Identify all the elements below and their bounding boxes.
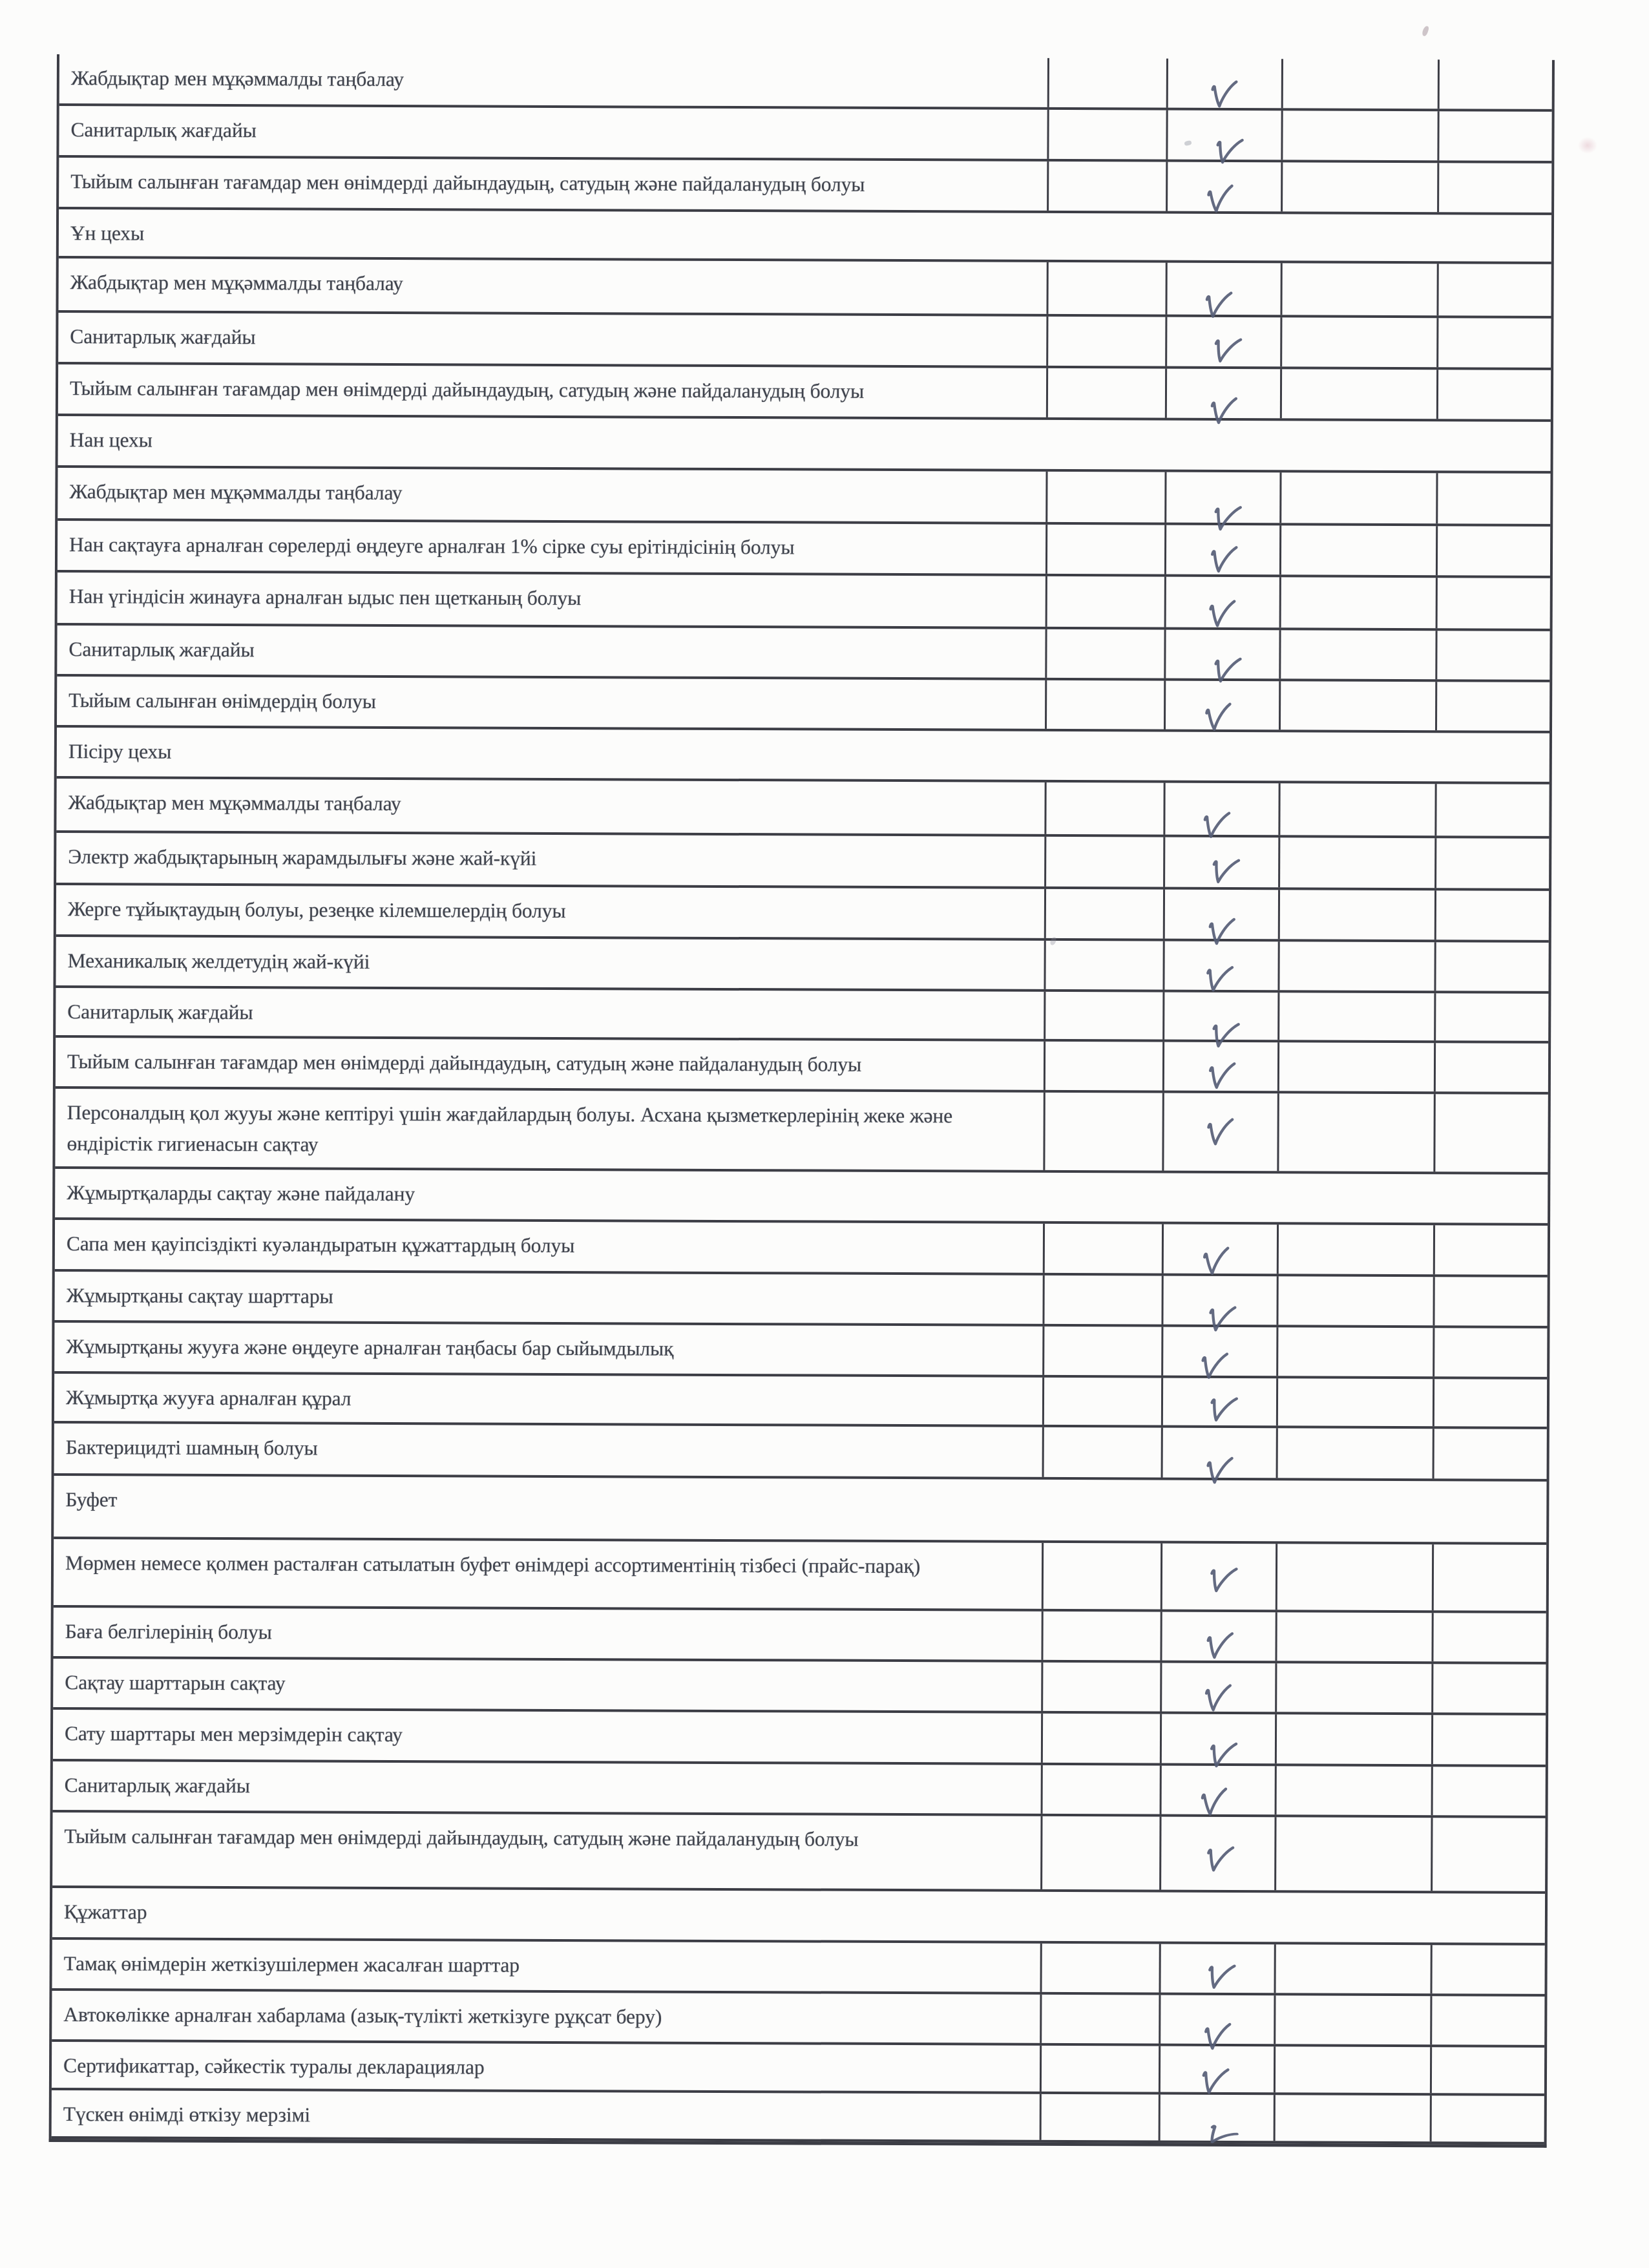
criterion-label-cell [58, 313, 1046, 366]
empty-cell [1279, 577, 1436, 628]
empty-cell [1041, 1765, 1160, 1814]
empty-cell [1274, 1944, 1430, 1993]
empty-cell [1046, 262, 1165, 315]
table-row [58, 364, 1551, 422]
empty-cell [1043, 1224, 1162, 1274]
empty-cell [1436, 578, 1550, 629]
empty-cell [1278, 783, 1434, 835]
check-cell [1159, 1817, 1274, 1891]
table-row [56, 988, 1548, 1044]
empty-cell [1433, 1094, 1548, 1172]
checkmark-icon [1201, 1841, 1239, 1880]
table-row [54, 1272, 1547, 1328]
criterion-label: Тыйым салынған тағамдар мен өнімдерді дайындаудың, сатудың және пайдаланудың болуы [64, 1825, 859, 1851]
empty-cell [1433, 1379, 1547, 1427]
criterion-label: Электр жабдықтарының жарамдылығы және жай-күйі [68, 845, 537, 870]
section-label-cell [52, 1888, 1545, 1943]
empty-cell [1046, 368, 1165, 418]
empty-cell [1280, 369, 1436, 419]
table-row [59, 54, 1552, 112]
table-row [52, 1991, 1544, 2048]
table-row [54, 1539, 1546, 1613]
criterion-label: Бактерицидті шамның болуы [65, 1436, 318, 1460]
empty-cell [1274, 2095, 1430, 2141]
check-cell [1161, 1378, 1276, 1426]
empty-cell [1044, 782, 1163, 835]
table-row [53, 1761, 1546, 1818]
empty-cell [1434, 784, 1549, 836]
empty-cell [1430, 2047, 1544, 2094]
section-label-cell [57, 728, 1549, 782]
section-label-cell [55, 1169, 1548, 1223]
empty-cell [1280, 317, 1436, 367]
check-cell [1165, 317, 1280, 367]
checkmark-icon [1203, 1562, 1243, 1602]
criterion-label-cell [53, 1761, 1041, 1814]
empty-cell [1431, 1613, 1546, 1662]
empty-cell [1436, 318, 1551, 368]
check-cell [1160, 1663, 1275, 1712]
empty-cell [1277, 1042, 1434, 1091]
criterion-label-cell [52, 1991, 1040, 2043]
empty-cell [1277, 1093, 1433, 1171]
checkmark-icon [1202, 1115, 1240, 1154]
criterion-label-cell [52, 1940, 1040, 1992]
check-cell [1162, 1042, 1277, 1091]
check-cell [1166, 110, 1281, 160]
check-cell [1164, 630, 1279, 679]
criterion-label: Тыйым салынған тағамдар мен өнімдерді дайындаудың, сатудың және пайдаланудың болуы [70, 170, 865, 196]
criterion-label: Жабдықтар мен мұқәммалды таңбалау [70, 271, 403, 295]
section-row [58, 416, 1551, 474]
check-cell [1160, 1612, 1275, 1661]
check-cell [1159, 2095, 1274, 2141]
empty-cell [1274, 1995, 1430, 2044]
check-cell [1162, 1093, 1277, 1171]
empty-cell [1040, 1816, 1159, 1890]
check-cell [1161, 1276, 1276, 1325]
criterion-label-cell [54, 1272, 1042, 1324]
criterion-label: Жерге тұйықтаудың болуы, резеңке кілемшелердің болуы [67, 898, 566, 923]
empty-cell [1041, 1612, 1160, 1661]
criterion-label-cell [58, 364, 1046, 417]
criterion-label: Нан үгіндісін жинауға арналған ыдыс пен щетканың болуы [68, 585, 582, 610]
check-cell [1162, 941, 1277, 991]
table-row [56, 937, 1548, 994]
criterion-label-cell [56, 779, 1044, 834]
empty-cell [1041, 1663, 1160, 1712]
empty-cell [1430, 1945, 1544, 1994]
criterion-label-cell [59, 158, 1047, 211]
empty-cell [1435, 631, 1549, 680]
check-cell [1166, 59, 1281, 109]
table-row [52, 1812, 1545, 1894]
table-row [58, 572, 1550, 631]
empty-cell [1431, 1715, 1546, 1765]
empty-cell [1046, 317, 1165, 366]
table-row [57, 625, 1549, 682]
criterion-label: Персоналдың қол жууы және кептіруі үшін жағдайлардың болуы. Асхана қызметкерлерінің жеке және өндірістік гигиенасын сақтау [67, 1101, 953, 1156]
section-row [59, 209, 1551, 264]
empty-cell [1275, 1612, 1431, 1661]
empty-cell [1042, 1276, 1161, 1325]
empty-cell [1279, 630, 1435, 679]
criterion-label: Тыйым салынған тағамдар мен өнімдерді дайындаудың, сатудың және пайдаланудың болуы [67, 1050, 862, 1076]
empty-cell [1042, 1327, 1161, 1376]
criterion-label-cell [52, 2042, 1040, 2092]
empty-cell [1276, 1428, 1433, 1478]
check-cell [1163, 837, 1278, 888]
table-row [54, 1423, 1547, 1482]
empty-cell [1436, 264, 1551, 316]
section-row [55, 1169, 1548, 1226]
empty-cell [1276, 1544, 1432, 1610]
section-label-cell [58, 416, 1551, 471]
table-row [54, 1323, 1547, 1380]
check-cell [1159, 1944, 1274, 1993]
table-row [59, 106, 1551, 163]
empty-cell [1041, 1714, 1160, 1763]
checkmark-icon [1201, 1958, 1241, 1999]
check-cell [1164, 525, 1279, 575]
empty-cell [1275, 1714, 1431, 1764]
criterion-label-cell [56, 937, 1044, 989]
criterion-label-cell [59, 106, 1047, 159]
section-row [52, 1888, 1545, 1946]
check-cell [1166, 162, 1281, 212]
criterion-label-cell [56, 1038, 1044, 1090]
empty-cell [1437, 111, 1551, 161]
table-row [54, 1374, 1547, 1429]
empty-cell [1278, 890, 1434, 940]
empty-cell [1438, 59, 1552, 109]
check-cell [1163, 890, 1278, 940]
section-row [54, 1476, 1546, 1545]
table-row [58, 258, 1551, 319]
scan-speck [1578, 137, 1597, 154]
empty-cell [1433, 1277, 1547, 1326]
criterion-label-cell [54, 1374, 1042, 1425]
empty-cell [1280, 263, 1436, 315]
criterion-label: Сертификаттар, сәйкестік туралы декларациялар [63, 2054, 485, 2079]
criterion-label-cell [59, 54, 1047, 107]
empty-cell [1434, 838, 1549, 888]
table-row [58, 313, 1551, 370]
check-cell [1160, 1714, 1275, 1764]
table-row [56, 885, 1549, 943]
empty-cell [1434, 890, 1549, 940]
checkmark-icon [1203, 1391, 1243, 1432]
criterion-label-cell [52, 2090, 1040, 2140]
checkmark-icon [1205, 852, 1245, 894]
empty-cell [1430, 2095, 1544, 2142]
criterion-label: Нан сақтауға арналған сөрелерді өңдеуге арналған 1% сірке суы ерітіндісінің болуы [69, 533, 795, 559]
criterion-label: Сату шарттары мен мерзімдерін сақтау [64, 1722, 403, 1747]
criterion-label: Жұмыртқаны жууға және өңдеуге арналған таңбасы бар сыйымдылық [66, 1335, 674, 1360]
empty-cell [1044, 941, 1162, 990]
empty-cell [1042, 1427, 1161, 1478]
criterion-label-cell [56, 885, 1044, 938]
criterion-label-cell [54, 1323, 1042, 1375]
empty-cell [1433, 1225, 1548, 1275]
empty-cell [1277, 941, 1434, 991]
empty-cell [1045, 680, 1164, 730]
check-cell [1163, 783, 1278, 835]
table-row [55, 1220, 1548, 1277]
empty-cell [1275, 1766, 1431, 1815]
criterion-label-cell [52, 1812, 1040, 1889]
table-row [52, 1940, 1544, 1997]
empty-cell [1276, 1378, 1433, 1426]
empty-cell [1044, 992, 1162, 1040]
empty-cell [1434, 1043, 1548, 1092]
empty-cell [1276, 1276, 1433, 1325]
empty-cell [1431, 1818, 1545, 1891]
table-row [53, 1659, 1546, 1716]
check-cell [1162, 992, 1277, 1040]
table-row [57, 677, 1549, 733]
criterion-label-cell [55, 1089, 1043, 1170]
checkmark-icon [1207, 331, 1247, 373]
check-cell [1161, 1428, 1276, 1478]
check-cell [1161, 1327, 1276, 1376]
table-row [56, 779, 1549, 839]
criterion-label-cell [57, 677, 1045, 729]
criterion-label-cell [58, 572, 1045, 627]
table-row [56, 833, 1549, 891]
empty-cell [1433, 1429, 1547, 1479]
empty-cell [1430, 1996, 1544, 2045]
empty-cell [1279, 681, 1435, 730]
table-row [53, 1710, 1546, 1767]
section-label: Пісіру цехы [68, 740, 172, 763]
empty-cell [1045, 629, 1164, 678]
empty-cell [1276, 1327, 1433, 1376]
criterion-label: Мөрмен немесе қолмен расталған сатылатын буфет өнімдері ассортиментінің тізбесі (прайс-парақ) [65, 1551, 921, 1578]
empty-cell [1277, 1224, 1433, 1274]
empty-cell [1434, 993, 1548, 1041]
table-row [52, 2090, 1544, 2145]
criterion-label-cell [56, 988, 1044, 1039]
table-row [56, 1038, 1548, 1095]
criterion-label: Санитарлық жағдайы [70, 118, 257, 142]
criterion-label: Тамақ өнімдерін жеткізушілермен жасалған шарттар [63, 1952, 520, 1977]
criterion-label-cell [58, 521, 1045, 574]
criterion-label-cell [58, 468, 1045, 522]
empty-cell [1433, 1328, 1547, 1377]
empty-cell [1281, 59, 1438, 109]
empty-cell [1275, 1663, 1431, 1712]
empty-cell [1040, 1995, 1159, 2044]
criterion-label: Санитарлық жағдайы [70, 325, 256, 349]
check-cell [1164, 577, 1279, 628]
empty-cell [1047, 110, 1166, 160]
empty-cell [1045, 472, 1164, 523]
criterion-label-cell [53, 1608, 1041, 1660]
section-label: Нан цехы [69, 428, 152, 452]
criterion-label-cell [56, 833, 1044, 887]
criterion-label: Автокөлікке арналған хабарлама (азық-түлікті жеткізуге рұқсат беру) [63, 2003, 662, 2028]
empty-cell [1045, 525, 1164, 574]
table-row [58, 468, 1550, 527]
criterion-label: Баға белгілерінің болуы [65, 1620, 272, 1644]
criterion-label: Жабдықтар мен мұқәммалды таңбалау [69, 480, 403, 505]
empty-cell [1278, 837, 1434, 888]
criterion-label: Санитарлық жағдайы [64, 1774, 250, 1798]
empty-cell [1047, 58, 1166, 108]
table-row [58, 521, 1550, 578]
check-cell [1165, 369, 1280, 419]
section-label-cell [54, 1476, 1546, 1542]
check-cell [1159, 2046, 1274, 2093]
section-label: Құжаттар [63, 1900, 147, 1924]
criterion-label: Сапа мен қауіпсіздікті куәландыратын құжаттардың болуы [66, 1232, 575, 1257]
section-label: Жұмыртқаларды сақтау және пайдалану [67, 1181, 415, 1206]
empty-cell [1279, 472, 1436, 523]
empty-cell [1274, 1817, 1431, 1891]
empty-cell [1045, 576, 1164, 627]
check-cell [1160, 1766, 1275, 1815]
criterion-label: Тыйым салынған өнімдердің болуы [68, 689, 376, 713]
empty-cell [1044, 837, 1163, 887]
checkmark-icon [1206, 543, 1243, 581]
section-label-cell [59, 209, 1551, 262]
empty-cell [1043, 1093, 1162, 1171]
criterion-label-cell [54, 1539, 1042, 1609]
table-row [52, 2042, 1544, 2096]
criterion-label: Түскен өнімді өткізу мерзімі [63, 2103, 311, 2126]
criterion-label: Жабдықтар мен мұқәммалды таңбалау [68, 791, 401, 815]
empty-cell [1040, 2094, 1159, 2141]
table-row [55, 1089, 1548, 1175]
empty-cell [1277, 992, 1434, 1040]
criterion-label: Тыйым салынған тағамдар мен өнімдерді дайындаудың, сатудың және пайдаланудың болуы [69, 377, 865, 403]
criterion-label: Санитарлық жағдайы [67, 1000, 253, 1024]
criterion-label-cell [55, 1220, 1043, 1273]
empty-cell [1431, 1664, 1546, 1713]
empty-cell [1040, 1944, 1159, 1993]
criterion-label: Жұмыртқа жууға арналған құрал [65, 1386, 352, 1410]
checkmark-icon [1204, 1059, 1241, 1097]
criterion-label: Сақтау шарттарын сақтау [65, 1671, 286, 1695]
criterion-label: Жұмыртқаны сақтау шарттары [66, 1284, 333, 1308]
criterion-label-cell [53, 1710, 1041, 1763]
empty-cell [1431, 1767, 1546, 1816]
empty-cell [1042, 1543, 1161, 1610]
empty-cell [1044, 889, 1163, 939]
criterion-label-cell [57, 625, 1045, 678]
empty-cell [1436, 370, 1551, 419]
criterion-label: Санитарлық жағдайы [68, 638, 255, 662]
criterion-label: Жабдықтар мен мұқәммалды таңбалау [70, 67, 404, 91]
empty-cell [1279, 525, 1436, 575]
empty-cell [1047, 162, 1166, 211]
empty-cell [1435, 682, 1549, 731]
criterion-label-cell [53, 1659, 1041, 1711]
empty-cell [1436, 473, 1550, 524]
checklist-table [49, 54, 1555, 2148]
section-label: Буфет [65, 1488, 118, 1511]
empty-cell [1436, 526, 1550, 576]
empty-cell [1437, 163, 1551, 213]
checkmark-icon [1197, 2117, 1245, 2160]
table-row [53, 1608, 1546, 1664]
empty-cell [1044, 1042, 1162, 1091]
check-cell [1164, 472, 1279, 523]
empty-cell [1042, 1378, 1161, 1425]
checkmark-icon [1202, 1629, 1239, 1667]
section-label: Ұн цехы [70, 222, 145, 245]
check-cell [1161, 1544, 1276, 1610]
empty-cell [1281, 110, 1437, 160]
empty-cell [1281, 162, 1437, 212]
table-row [59, 158, 1551, 215]
empty-cell [1040, 2046, 1159, 2092]
criterion-label-cell [54, 1423, 1042, 1477]
check-cell [1164, 681, 1279, 730]
empty-cell [1432, 1544, 1546, 1611]
empty-cell [1434, 942, 1548, 991]
scan-speck [1422, 25, 1430, 37]
check-cell [1162, 1224, 1277, 1274]
criterion-label: Механикалық желдетудің жай-күйі [67, 949, 370, 973]
check-cell [1165, 263, 1280, 315]
section-row [57, 728, 1549, 784]
criterion-label-cell [58, 258, 1046, 314]
check-cell [1159, 1995, 1274, 2044]
empty-cell [1274, 2046, 1430, 2093]
